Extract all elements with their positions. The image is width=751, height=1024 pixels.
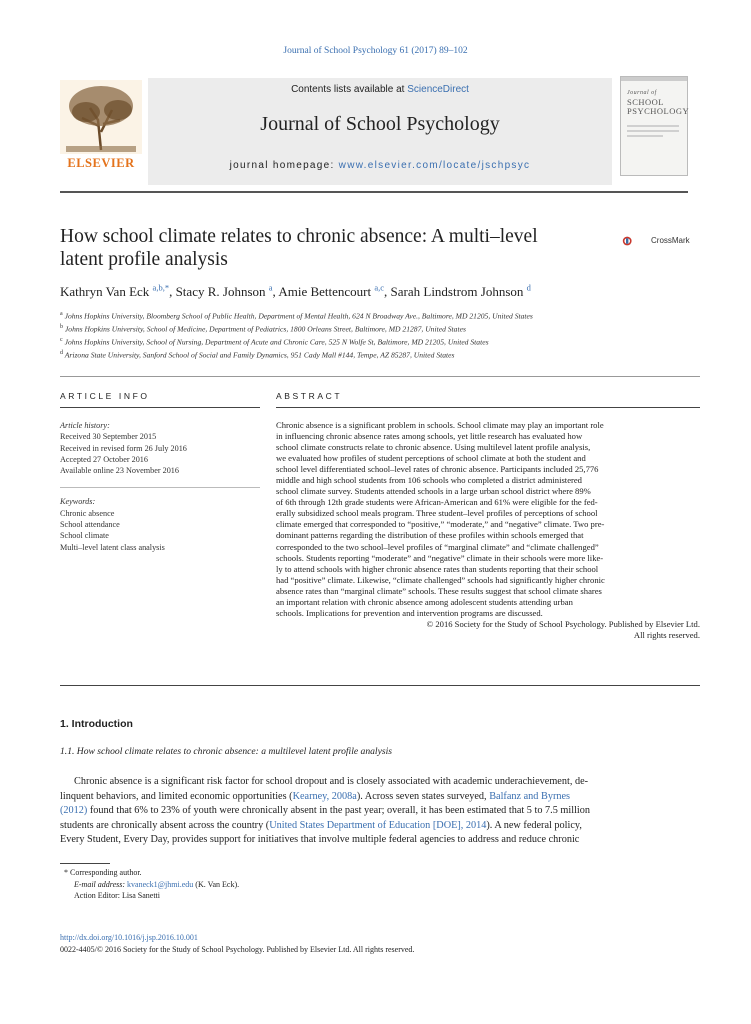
article-info — [60, 420, 260, 553]
text: linquent behaviors, and limited economic opportunities ( — [60, 790, 293, 802]
author-name: Sarah Lindstrom Johnson — [390, 284, 527, 300]
abstract-heading: ABSTRACT — [276, 391, 343, 401]
abstract-line: middle and high school students from 106 schools who completed a district administered — [276, 475, 582, 486]
affiliation-b — [60, 322, 700, 335]
abstract-line: schools. Implications for prevention and intervention programs are discussed. — [276, 607, 543, 618]
author-separator: , — [384, 284, 391, 300]
subsection-heading: 1.1. How school climate relates to chronic absence: a multilevel latent profile analysis — [60, 746, 392, 757]
copyright-line: All rights reserved. — [633, 629, 700, 640]
doi-link[interactable]: http://dx.doi.org/10.1016/j.jsp.2016.10.001 — [60, 933, 198, 942]
history-label: Article history: — [60, 421, 110, 430]
crossmark-icon[interactable] — [622, 228, 650, 254]
citation-link[interactable]: Balfanz and Byrnes — [489, 790, 571, 802]
elsevier-wordmark: ELSEVIER — [67, 156, 135, 170]
body-paragraph — [60, 775, 700, 848]
abstract-line: an important relation with chronic absence among adolescent students attending urban — [276, 596, 573, 607]
author-4[interactable] — [391, 284, 531, 299]
abstract-line: absence rates than “marginal climate” schools. These results suggest that school climate shares — [276, 585, 602, 596]
affiliation-text: Johns Hopkins University, Bloomberg School of Public Health, Department of Mental Health, 624 N Broadway Ave., Baltimore, MD 21205, United States — [62, 311, 533, 321]
author-separator: , — [169, 284, 176, 300]
keywords-label: Keywords: — [60, 497, 96, 507]
keyword: Multi–level latent class analysis — [60, 542, 165, 552]
journal-cover-thumbnail[interactable] — [620, 76, 688, 176]
author-name: Stacy R. Johnson — [175, 284, 269, 300]
action-editor: Action Editor: Lisa Sanetti — [74, 891, 160, 901]
article-info-rule — [60, 407, 260, 408]
author-separator: , — [272, 284, 279, 300]
affiliation-text: Arizona State University, Sanford School of Social and Family Dynamics, 951 Cady Mall #144, Tempe, AZ 85287, United States — [63, 350, 455, 360]
history-item: Accepted 27 October 2016 — [60, 454, 148, 464]
article-title-line1: How school climate relates to chronic absence: A multi–level — [60, 226, 538, 247]
abstract-line: in influencing chronic absence rates among schools, yet little research has evaluated how — [276, 431, 583, 442]
abstract-line: school level differentiated school–level rates of chronic absence. Participants included 25,776 — [276, 464, 599, 475]
email-suffix: (K. Van Eck). — [193, 879, 240, 889]
abstract-line: erally subsidized school meals program. Three student–level profiles of perceptions of school — [276, 508, 598, 519]
abstract-line: Chronic absence is a significant problem in schools. School climate may play an important role — [276, 420, 604, 430]
text: students are chronically absent across the country ( — [60, 819, 270, 831]
article-title-line2: latent profile analysis — [60, 249, 228, 270]
cover-title-line2: SCHOOL — [627, 97, 665, 107]
text: ). Across seven states surveyed, — [356, 790, 490, 802]
abstract-line: school climate survey. Students attended schools in a large urban school district where 89% — [276, 486, 591, 497]
author-list — [60, 283, 700, 300]
history-item: Received in revised form 26 July 2016 — [60, 443, 187, 453]
corresponding-author — [60, 867, 700, 879]
abstract-line: school climate constructs relate to chronic absence. Using multilevel latent profile analysis, — [276, 442, 591, 453]
cover-band — [621, 77, 687, 81]
footnote — [60, 867, 700, 902]
affiliation-key: a — [60, 311, 63, 317]
affiliation-d — [60, 348, 700, 361]
keyword: School climate — [60, 531, 109, 541]
sciencedirect-link[interactable]: ScienceDirect — [407, 84, 469, 95]
author-name: Amie Bettencourt — [278, 284, 375, 300]
keyword: School attendance — [60, 520, 120, 530]
citation-link[interactable]: United States Department of Education [DOE], 2014 — [269, 819, 487, 831]
body-line — [60, 804, 700, 819]
author-affil-marks[interactable]: a — [268, 283, 273, 293]
article-title — [60, 225, 600, 271]
abstract-line: had “positive” climate. Likewise, “climate challenged” schools had significantly higher chronic — [276, 574, 605, 585]
affiliation-text: Johns Hopkins University, School of Nursing, Department of Acute and Chronic Care, 525 N Wolfe St, Baltimore, MD 21205, United States — [62, 337, 489, 347]
body-line — [60, 819, 700, 834]
abstract-bottom-rule — [60, 685, 700, 686]
affiliation-key: d — [60, 350, 63, 357]
citation-link[interactable]: (2012) — [60, 805, 88, 817]
contents-prefix: Contents lists available at — [291, 84, 408, 95]
body-line: Every Student, Every Day, provides support for initiatives that involve multiple federal agencies to address and reduce chronic — [60, 834, 580, 846]
footnote-rule — [60, 863, 110, 864]
homepage-link[interactable]: www.elsevier.com/locate/jschpsyc — [338, 160, 531, 171]
author-affil-marks[interactable]: a,b,* — [152, 283, 170, 293]
abstract-line: of 6th through 12th grade students were African-American and 61% were eligible for the fed- — [276, 497, 598, 508]
abstract-line: corresponded to the two school–level profiles of “marginal climate” and “climate challenged” — [276, 541, 599, 552]
cover-title-line3: PSYCHOLOGY — [627, 106, 690, 116]
email-label: E-mail address: — [74, 879, 128, 889]
email-link[interactable]: kvaneck1@jhmi.edu — [127, 879, 194, 889]
author-affil-marks[interactable]: d — [526, 283, 531, 293]
author-affil-marks[interactable]: a,c — [374, 283, 385, 293]
affiliation-divider — [60, 376, 700, 377]
affiliation-key: c — [60, 337, 63, 344]
text: ). A new federal policy, — [486, 819, 582, 831]
keyword: Chronic absence — [60, 508, 115, 518]
journal-citation[interactable]: Journal of School Psychology 61 (2017) 89–102 — [283, 46, 468, 56]
affiliation-text: Johns Hopkins University, School of Medicine, Department of Pediatrics, 1800 Orleans Street, Baltimore, MD 21287, United States — [63, 324, 466, 334]
email-line — [60, 879, 700, 891]
cover-title-line1: Journal of — [627, 90, 657, 96]
issn-line: 0022-4405/© 2016 Society for the Study of School Psychology. Published by Elsevier Ltd. All rights reserved. — [60, 945, 415, 954]
article-info-heading: ARTICLE INFO — [60, 391, 150, 401]
copyright-line: © 2016 Society for the Study of School Psychology. Published by Elsevier Ltd. — [426, 618, 700, 629]
affiliation-c — [60, 335, 700, 348]
citation-link[interactable]: Kearney, 2008a — [292, 790, 357, 802]
section-heading: 1. Introduction — [60, 718, 133, 730]
history-item: Available online 23 November 2016 — [60, 466, 179, 476]
homepage-prefix: journal homepage: — [229, 160, 339, 171]
body-line — [60, 790, 700, 805]
journal-name: Journal of School Psychology — [260, 113, 500, 135]
author-3[interactable] — [278, 284, 390, 299]
affiliation-a — [60, 309, 700, 322]
body-line: Chronic absence is a significant risk factor for school dropout and is closely associated with academic underachievement, de- — [74, 776, 589, 787]
abstract-line: schools. Students reporting “moderate” and “negative” climate in their schools were more like- — [276, 552, 604, 563]
corresponding-text: Corresponding author. — [68, 868, 142, 877]
history-item: Received 30 September 2015 — [60, 432, 157, 442]
abstract-line: climate emerged that corresponded to “positive,” “moderate,” and “negative” climate. Two pre- — [276, 519, 605, 530]
crossmark-label[interactable]: CrossMark — [651, 236, 690, 245]
cover-title — [627, 89, 689, 116]
contents-line — [148, 84, 612, 95]
abstract-text — [276, 420, 700, 641]
footnote-star: * — [64, 868, 68, 877]
cover-decoration — [627, 125, 679, 140]
abstract-line: ly to attend schools with higher chronic absence rates than students reporting that their school — [276, 563, 599, 574]
text: found that 6% to 23% of youth were chronically absent in the past year; overall, it has been estimated that 5 to 7.5 million — [87, 805, 591, 817]
abstract-line: we evaluated how profiles of student perceptions of school climate at both the student and — [276, 453, 586, 464]
abstract-rule — [276, 407, 700, 408]
abstract-line: dominant patterns regarding the distribution of these profiles within schools emerged that — [276, 530, 584, 541]
author-1[interactable] — [60, 284, 176, 299]
author-name: Kathryn Van Eck — [60, 284, 153, 300]
affiliation-key: b — [60, 324, 63, 331]
history-divider — [60, 476, 260, 488]
author-2[interactable] — [176, 284, 279, 299]
homepage-line — [148, 160, 612, 171]
masthead-divider — [60, 191, 688, 193]
affiliations — [60, 309, 700, 362]
